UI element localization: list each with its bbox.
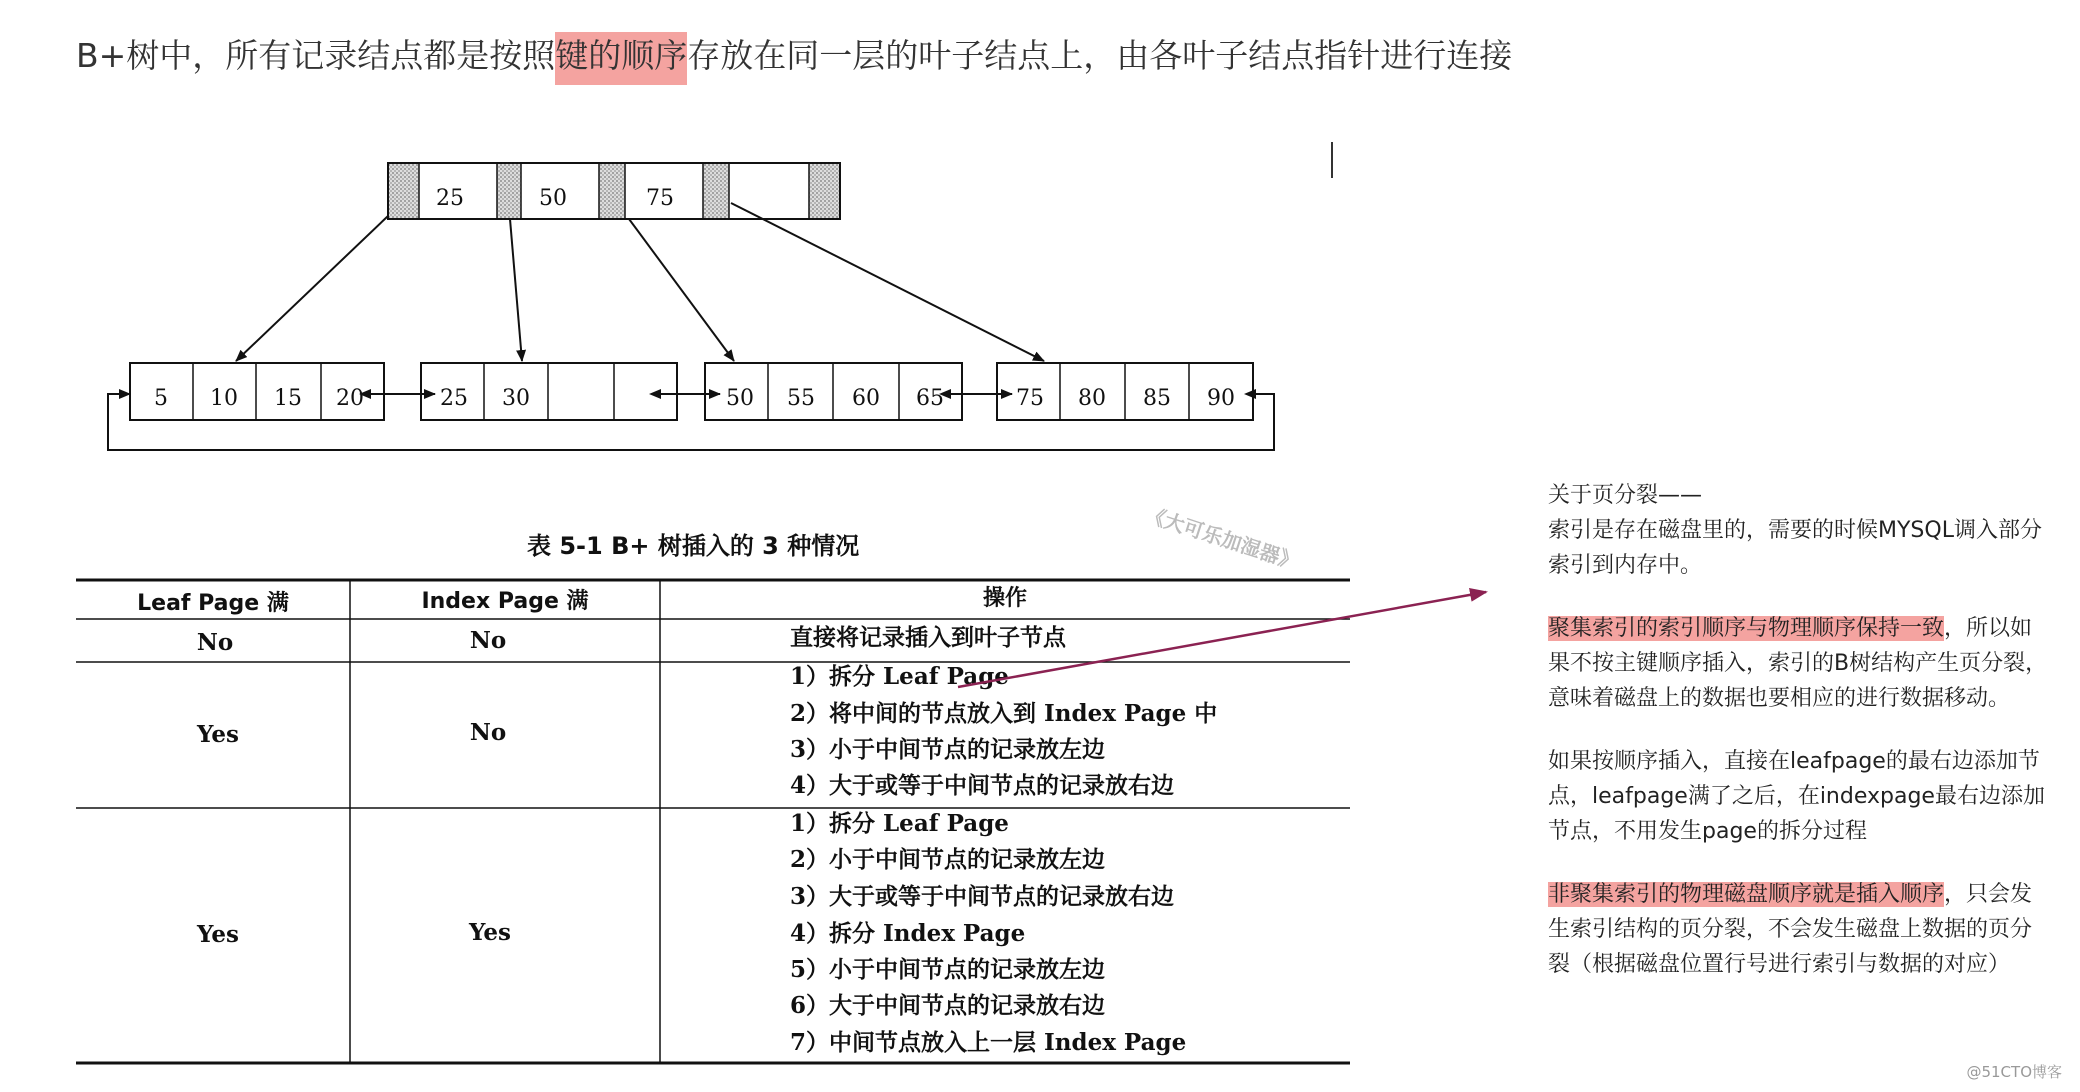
pointer-arrow — [236, 216, 388, 361]
leaf-key: 80 — [1078, 386, 1106, 411]
pointer-arrow — [629, 219, 734, 361]
index-key: 75 — [646, 186, 674, 211]
leaf-node-4 — [997, 363, 1253, 420]
cell-index: No — [469, 719, 507, 746]
cell-op: 1）拆分 Leaf Page — [790, 810, 1009, 837]
cell-index: Yes — [468, 919, 512, 946]
index-pointer-slot — [599, 164, 625, 218]
table-caption: 表 5-1 B+ 树插入的 3 种情况 — [527, 532, 860, 560]
leaf-key: 5 — [154, 386, 168, 411]
leaf-key: 50 — [726, 386, 754, 411]
heading-highlight: 键的顺序 — [555, 32, 687, 85]
cell-leaf: Yes — [196, 921, 240, 948]
index-key: 25 — [436, 186, 464, 211]
index-pointer-slot — [497, 164, 521, 218]
cell-op: 2）小于中间节点的记录放左边 — [790, 846, 1106, 873]
notes-text: ，所以如果不按主键顺序插入，索引的B树结构产生页分裂，意味着磁盘上的数据也要相应的进行数据移动。 — [1548, 616, 2048, 711]
leaf-key: 55 — [787, 386, 815, 411]
heading-after: 存放在同一层的叶子结点上，由各叶子结点指针进行连接 — [687, 36, 1513, 75]
leaf-key: 85 — [1143, 386, 1171, 411]
leaf-key: 20 — [336, 386, 364, 411]
leaf-key: 25 — [440, 386, 468, 411]
leaf-key: 30 — [502, 386, 530, 411]
cell-leaf: No — [196, 629, 234, 656]
cell-leaf: Yes — [196, 721, 240, 748]
index-pointer-slot — [703, 164, 729, 218]
notes-highlight-nonclustered: 非聚集索引的物理磁盘顺序就是插入顺序 — [1548, 882, 1945, 907]
index-node — [388, 163, 840, 219]
header-leaf-page-full: Leaf Page 满 — [137, 591, 289, 616]
notes-paragraph-4 — [1548, 877, 2048, 982]
cell-op: 7）中间节点放入上一层 Index Page — [790, 1029, 1187, 1056]
leaf-key: 60 — [852, 386, 880, 411]
cell-op: 1）拆分 Leaf Page — [790, 663, 1009, 690]
cell-op: 直接将记录插入到叶子节点 — [790, 624, 1066, 651]
index-pointer-slot — [809, 164, 839, 218]
leaf-key: 65 — [916, 386, 944, 411]
cell-op: 5）小于中间节点的记录放左边 — [790, 956, 1106, 983]
notes-title: 关于页分裂—— — [1548, 483, 1703, 508]
leaf-key: 90 — [1207, 386, 1235, 411]
cell-op: 6）大于中间节点的记录放右边 — [790, 992, 1106, 1019]
insert-cases-table — [76, 502, 1350, 1063]
stamp-text: 《大可乐加湿器》 — [1142, 502, 1302, 575]
pointer-arrow — [731, 203, 1044, 361]
leaf-node-2 — [421, 363, 677, 420]
cell-op: 4）拆分 Index Page — [790, 920, 1026, 947]
cell-index: No — [469, 627, 507, 654]
stamp-mark — [1142, 502, 1302, 574]
index-pointers — [236, 203, 1044, 361]
index-pointer-slot — [389, 164, 419, 218]
notes-text: ，只会发生索引结构的页分裂，不会发生磁盘上数据的页分裂（根据磁盘位置行号进行索引与数据的对应） — [1548, 882, 2033, 977]
leaf-node-1 — [130, 363, 384, 420]
header-operation: 操作 — [982, 586, 1028, 611]
watermark: @51CTO博客 — [1966, 1063, 2062, 1081]
leaf-key: 10 — [210, 386, 238, 411]
cell-op: 4）大于或等于中间节点的记录放右边 — [790, 772, 1175, 799]
leaf-key: 75 — [1016, 386, 1044, 411]
header-index-page-full: Index Page 满 — [421, 589, 589, 614]
notes-panel — [1548, 478, 2048, 982]
leaf-node-3 — [705, 363, 962, 420]
notes-highlight-clustered: 聚集索引的索引顺序与物理顺序保持一致 — [1548, 616, 1945, 641]
notes-paragraph-1: 索引是存在磁盘里的，需要的时候MYSQL调入部分索引到内存中。 — [1548, 518, 2042, 578]
pointer-arrow — [510, 219, 522, 361]
leaf-key: 15 — [274, 386, 302, 411]
notes-paragraph-3: 如果按顺序插入，直接在leafpage的最右边添加节点，leafpage满了之后，在indexpage最右边添加节点，不用发生page的拆分过程 — [1548, 749, 2045, 844]
cell-op: 3）大于或等于中间节点的记录放右边 — [790, 883, 1175, 910]
heading-before: B+树中，所有记录结点都是按照 — [76, 36, 556, 75]
cell-op: 3）小于中间节点的记录放左边 — [790, 736, 1106, 763]
index-key: 50 — [539, 186, 567, 211]
cell-op: 2）将中间的节点放入到 Index Page 中 — [790, 700, 1218, 727]
notes-paragraph-2 — [1548, 611, 2048, 716]
